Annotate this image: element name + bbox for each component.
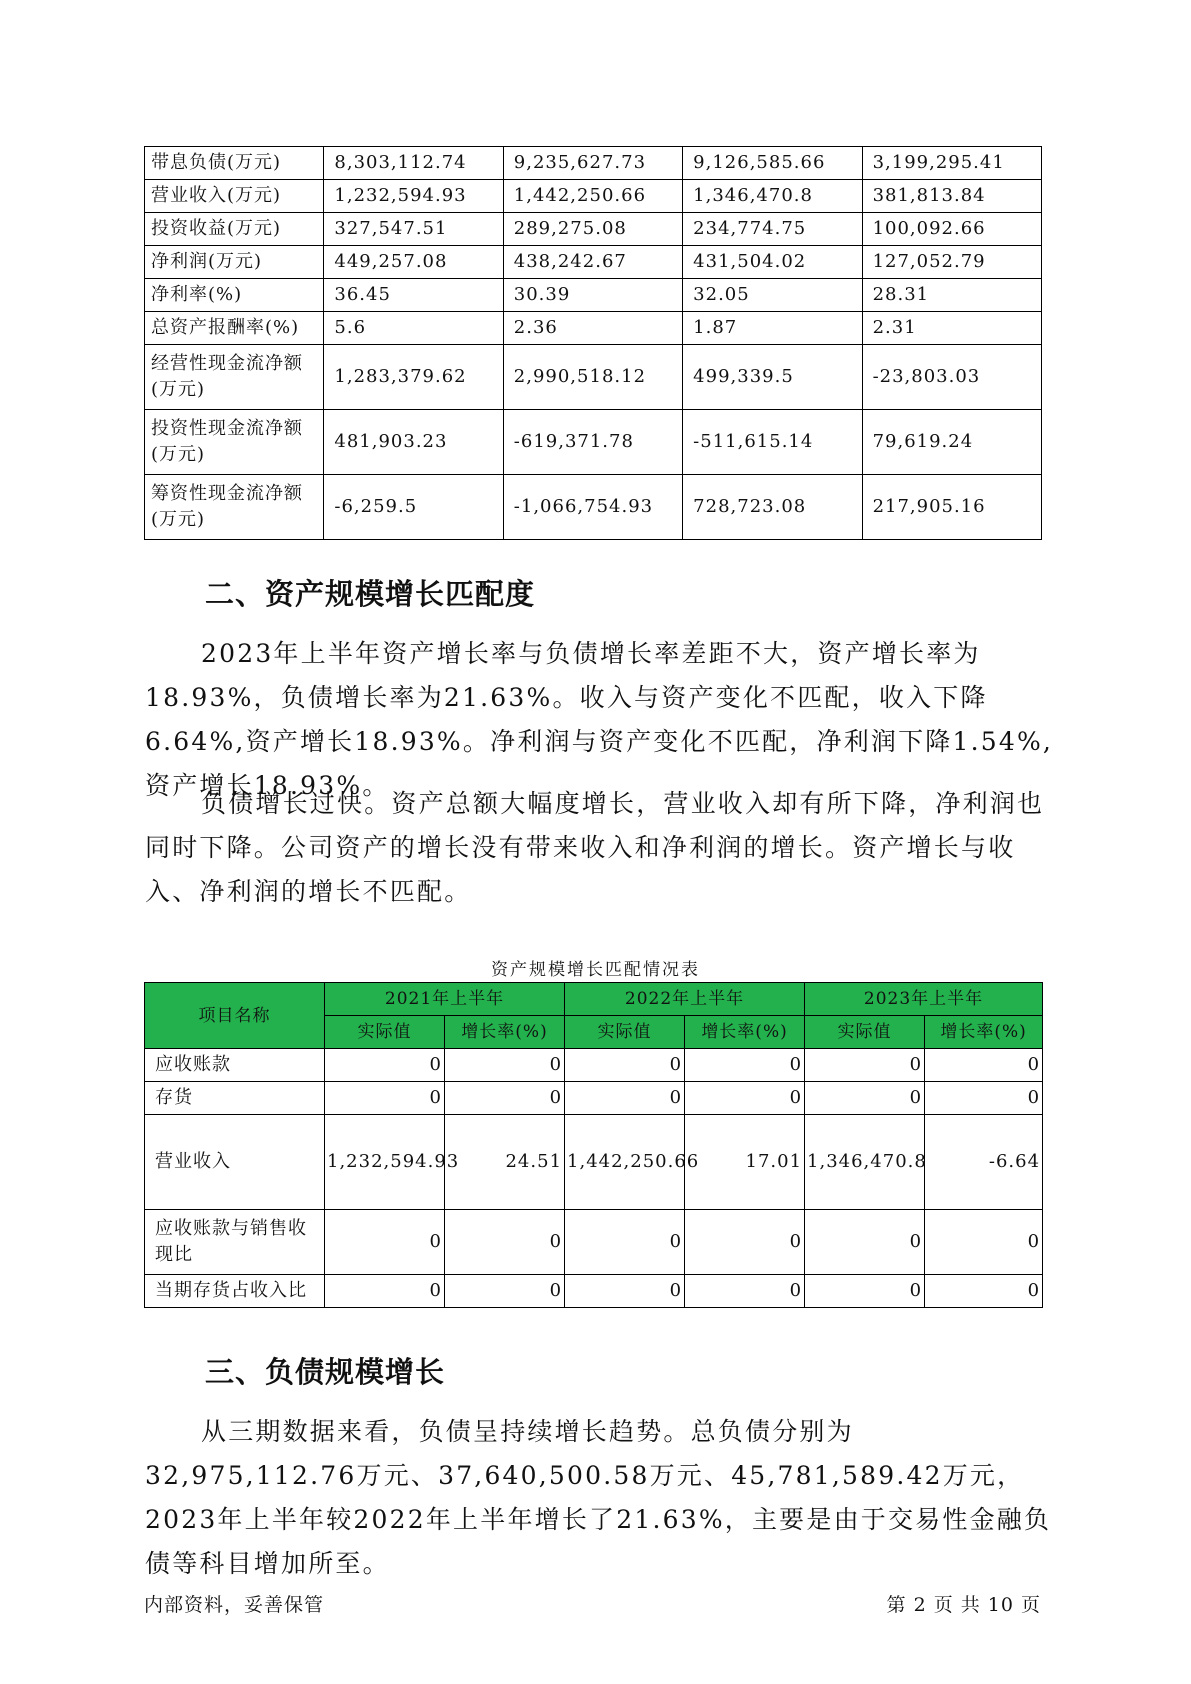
cell-value: 0 — [325, 1275, 445, 1308]
section-heading: 三、负债规模增长 — [205, 1355, 446, 1389]
cell-value: 1,283,379.62 — [324, 345, 503, 410]
cell-value: 0 — [445, 1275, 565, 1308]
header-period: 2022年上半年 — [565, 983, 805, 1016]
cell-value: 5.6 — [324, 312, 503, 345]
cell-value: 0 — [325, 1082, 445, 1115]
cell-value: 100,092.66 — [862, 213, 1041, 246]
cell-value: 0 — [925, 1082, 1043, 1115]
cell-value: 438,242.67 — [503, 246, 682, 279]
cell-value: 2.31 — [862, 312, 1041, 345]
cell-value: 32.05 — [683, 279, 862, 312]
cell-value: -511,615.14 — [683, 410, 862, 475]
row-label: 存货 — [145, 1082, 325, 1115]
cell-value: 0 — [805, 1049, 925, 1082]
asset-growth-match-table — [144, 982, 1043, 1308]
cell-value: 30.39 — [503, 279, 682, 312]
footer-confidential-note: 内部资料，妥善保管 — [144, 1594, 325, 1616]
table-row — [145, 410, 1042, 475]
cell-value: 499,339.5 — [683, 345, 862, 410]
financial-indicators-table — [144, 146, 1042, 540]
header-actual: 实际值 — [325, 1016, 445, 1049]
row-label: 总资产报酬率(%) — [145, 312, 324, 345]
cell-value: 1,442,250.66 — [565, 1115, 685, 1210]
cell-value: 79,619.24 — [862, 410, 1041, 475]
cell-value: 1,232,594.93 — [324, 180, 503, 213]
cell-value: 24.51 — [445, 1115, 565, 1210]
cell-value: 234,774.75 — [683, 213, 862, 246]
table-caption: 资产规模增长匹配情况表 — [491, 960, 700, 980]
cell-value: 1,346,470.8 — [805, 1115, 925, 1210]
cell-value: 1,346,470.8 — [683, 180, 862, 213]
header-actual: 实际值 — [565, 1016, 685, 1049]
cell-value: 127,052.79 — [862, 246, 1041, 279]
paragraph: 负债增长过快。资产总额大幅度增长，营业收入却有所下降，净利润也同时下降。公司资产的增长没有带来收入和净利润的增长。资产增长与收入、净利润的增长不匹配。 — [145, 789, 1045, 906]
cell-value: 1,232,594.93 — [325, 1115, 445, 1210]
table-row — [145, 312, 1042, 345]
cell-value: 0 — [325, 1210, 445, 1275]
table-row — [145, 1049, 1043, 1082]
cell-value: 1,442,250.66 — [503, 180, 682, 213]
row-label: 投资性现金流净额(万元) — [145, 410, 324, 475]
row-label: 应收账款 — [145, 1049, 325, 1082]
row-label: 经营性现金流净额(万元) — [145, 345, 324, 410]
table-row — [145, 1275, 1043, 1308]
cell-value: 0 — [685, 1275, 805, 1308]
cell-value: 728,723.08 — [683, 475, 862, 540]
table-row — [145, 475, 1042, 540]
section-heading: 二、资产规模增长匹配度 — [205, 577, 536, 611]
cell-value: 327,547.51 — [324, 213, 503, 246]
cell-value: 431,504.02 — [683, 246, 862, 279]
cell-value: 28.31 — [862, 279, 1041, 312]
header-period: 2021年上半年 — [325, 983, 565, 1016]
cell-value: 2.36 — [503, 312, 682, 345]
row-label: 带息负债(万元) — [145, 147, 324, 180]
cell-value: 0 — [805, 1210, 925, 1275]
row-label: 营业收入 — [145, 1115, 325, 1210]
header-item-name: 项目名称 — [145, 983, 325, 1049]
cell-value: 36.45 — [324, 279, 503, 312]
cell-value: 0 — [565, 1275, 685, 1308]
header-growth: 增长率(%) — [925, 1016, 1043, 1049]
paragraph: 从三期数据来看，负债呈持续增长趋势。总负债分别为32,975,112.76万元、37,640,500.58万元、45,781,589.42万元，2023年上半年较2022年上半年增长了21.63%，主要是由于交易性金融负债等科目增加所至。 — [145, 1417, 1052, 1578]
row-label: 净利率(%) — [145, 279, 324, 312]
row-label: 当期存货占收入比 — [145, 1275, 325, 1308]
cell-value: 0 — [445, 1082, 565, 1115]
cell-value: 8,303,112.74 — [324, 147, 503, 180]
table-row — [145, 1082, 1043, 1115]
cell-value: 1.87 — [683, 312, 862, 345]
table-row — [145, 180, 1042, 213]
cell-value: 0 — [445, 1210, 565, 1275]
table-row — [145, 345, 1042, 410]
table-row — [145, 279, 1042, 312]
cell-value: 0 — [805, 1275, 925, 1308]
row-label: 投资收益(万元) — [145, 213, 324, 246]
cell-value: -6.64 — [925, 1115, 1043, 1210]
paragraph: 2023年上半年资产增长率与负债增长率差距不大，资产增长率为18.93%，负债增长率为21.63%。收入与资产变化不匹配，收入下降6.64%,资产增长18.93%。净利润与资产变化不匹配，净利润下降1.54%,资产增长18.93%。 — [145, 639, 1054, 800]
row-label: 应收账款与销售收现比 — [145, 1210, 325, 1275]
cell-value: 0 — [805, 1082, 925, 1115]
table-row — [145, 1115, 1043, 1210]
cell-value: 0 — [445, 1049, 565, 1082]
cell-value: 0 — [925, 1049, 1043, 1082]
table-row — [145, 147, 1042, 180]
cell-value: -619,371.78 — [503, 410, 682, 475]
row-label: 营业收入(万元) — [145, 180, 324, 213]
cell-value: 0 — [325, 1049, 445, 1082]
header-actual: 实际值 — [805, 1016, 925, 1049]
row-label: 净利润(万元) — [145, 246, 324, 279]
cell-value: 0 — [685, 1210, 805, 1275]
table-header-row — [145, 983, 1043, 1016]
cell-value: 0 — [925, 1275, 1043, 1308]
cell-value: -23,803.03 — [862, 345, 1041, 410]
cell-value: 0 — [685, 1082, 805, 1115]
cell-value: 449,257.08 — [324, 246, 503, 279]
cell-value: 0 — [565, 1082, 685, 1115]
footer-page-number: 第 2 页 共 10 页 — [886, 1594, 1041, 1616]
cell-value: 9,126,585.66 — [683, 147, 862, 180]
cell-value: 0 — [565, 1210, 685, 1275]
header-period: 2023年上半年 — [805, 983, 1043, 1016]
cell-value: 217,905.16 — [862, 475, 1041, 540]
table-row — [145, 246, 1042, 279]
table-row — [145, 1210, 1043, 1275]
header-growth: 增长率(%) — [685, 1016, 805, 1049]
cell-value: 0 — [925, 1210, 1043, 1275]
cell-value: 2,990,518.12 — [503, 345, 682, 410]
cell-value: 3,199,295.41 — [862, 147, 1041, 180]
row-label: 筹资性现金流净额(万元) — [145, 475, 324, 540]
cell-value: 9,235,627.73 — [503, 147, 682, 180]
table-row — [145, 213, 1042, 246]
cell-value: -6,259.5 — [324, 475, 503, 540]
header-growth: 增长率(%) — [445, 1016, 565, 1049]
cell-value: 17.01 — [685, 1115, 805, 1210]
cell-value: 289,275.08 — [503, 213, 682, 246]
cell-value: 481,903.23 — [324, 410, 503, 475]
cell-value: 0 — [685, 1049, 805, 1082]
cell-value: 0 — [565, 1049, 685, 1082]
cell-value: -1,066,754.93 — [503, 475, 682, 540]
cell-value: 381,813.84 — [862, 180, 1041, 213]
